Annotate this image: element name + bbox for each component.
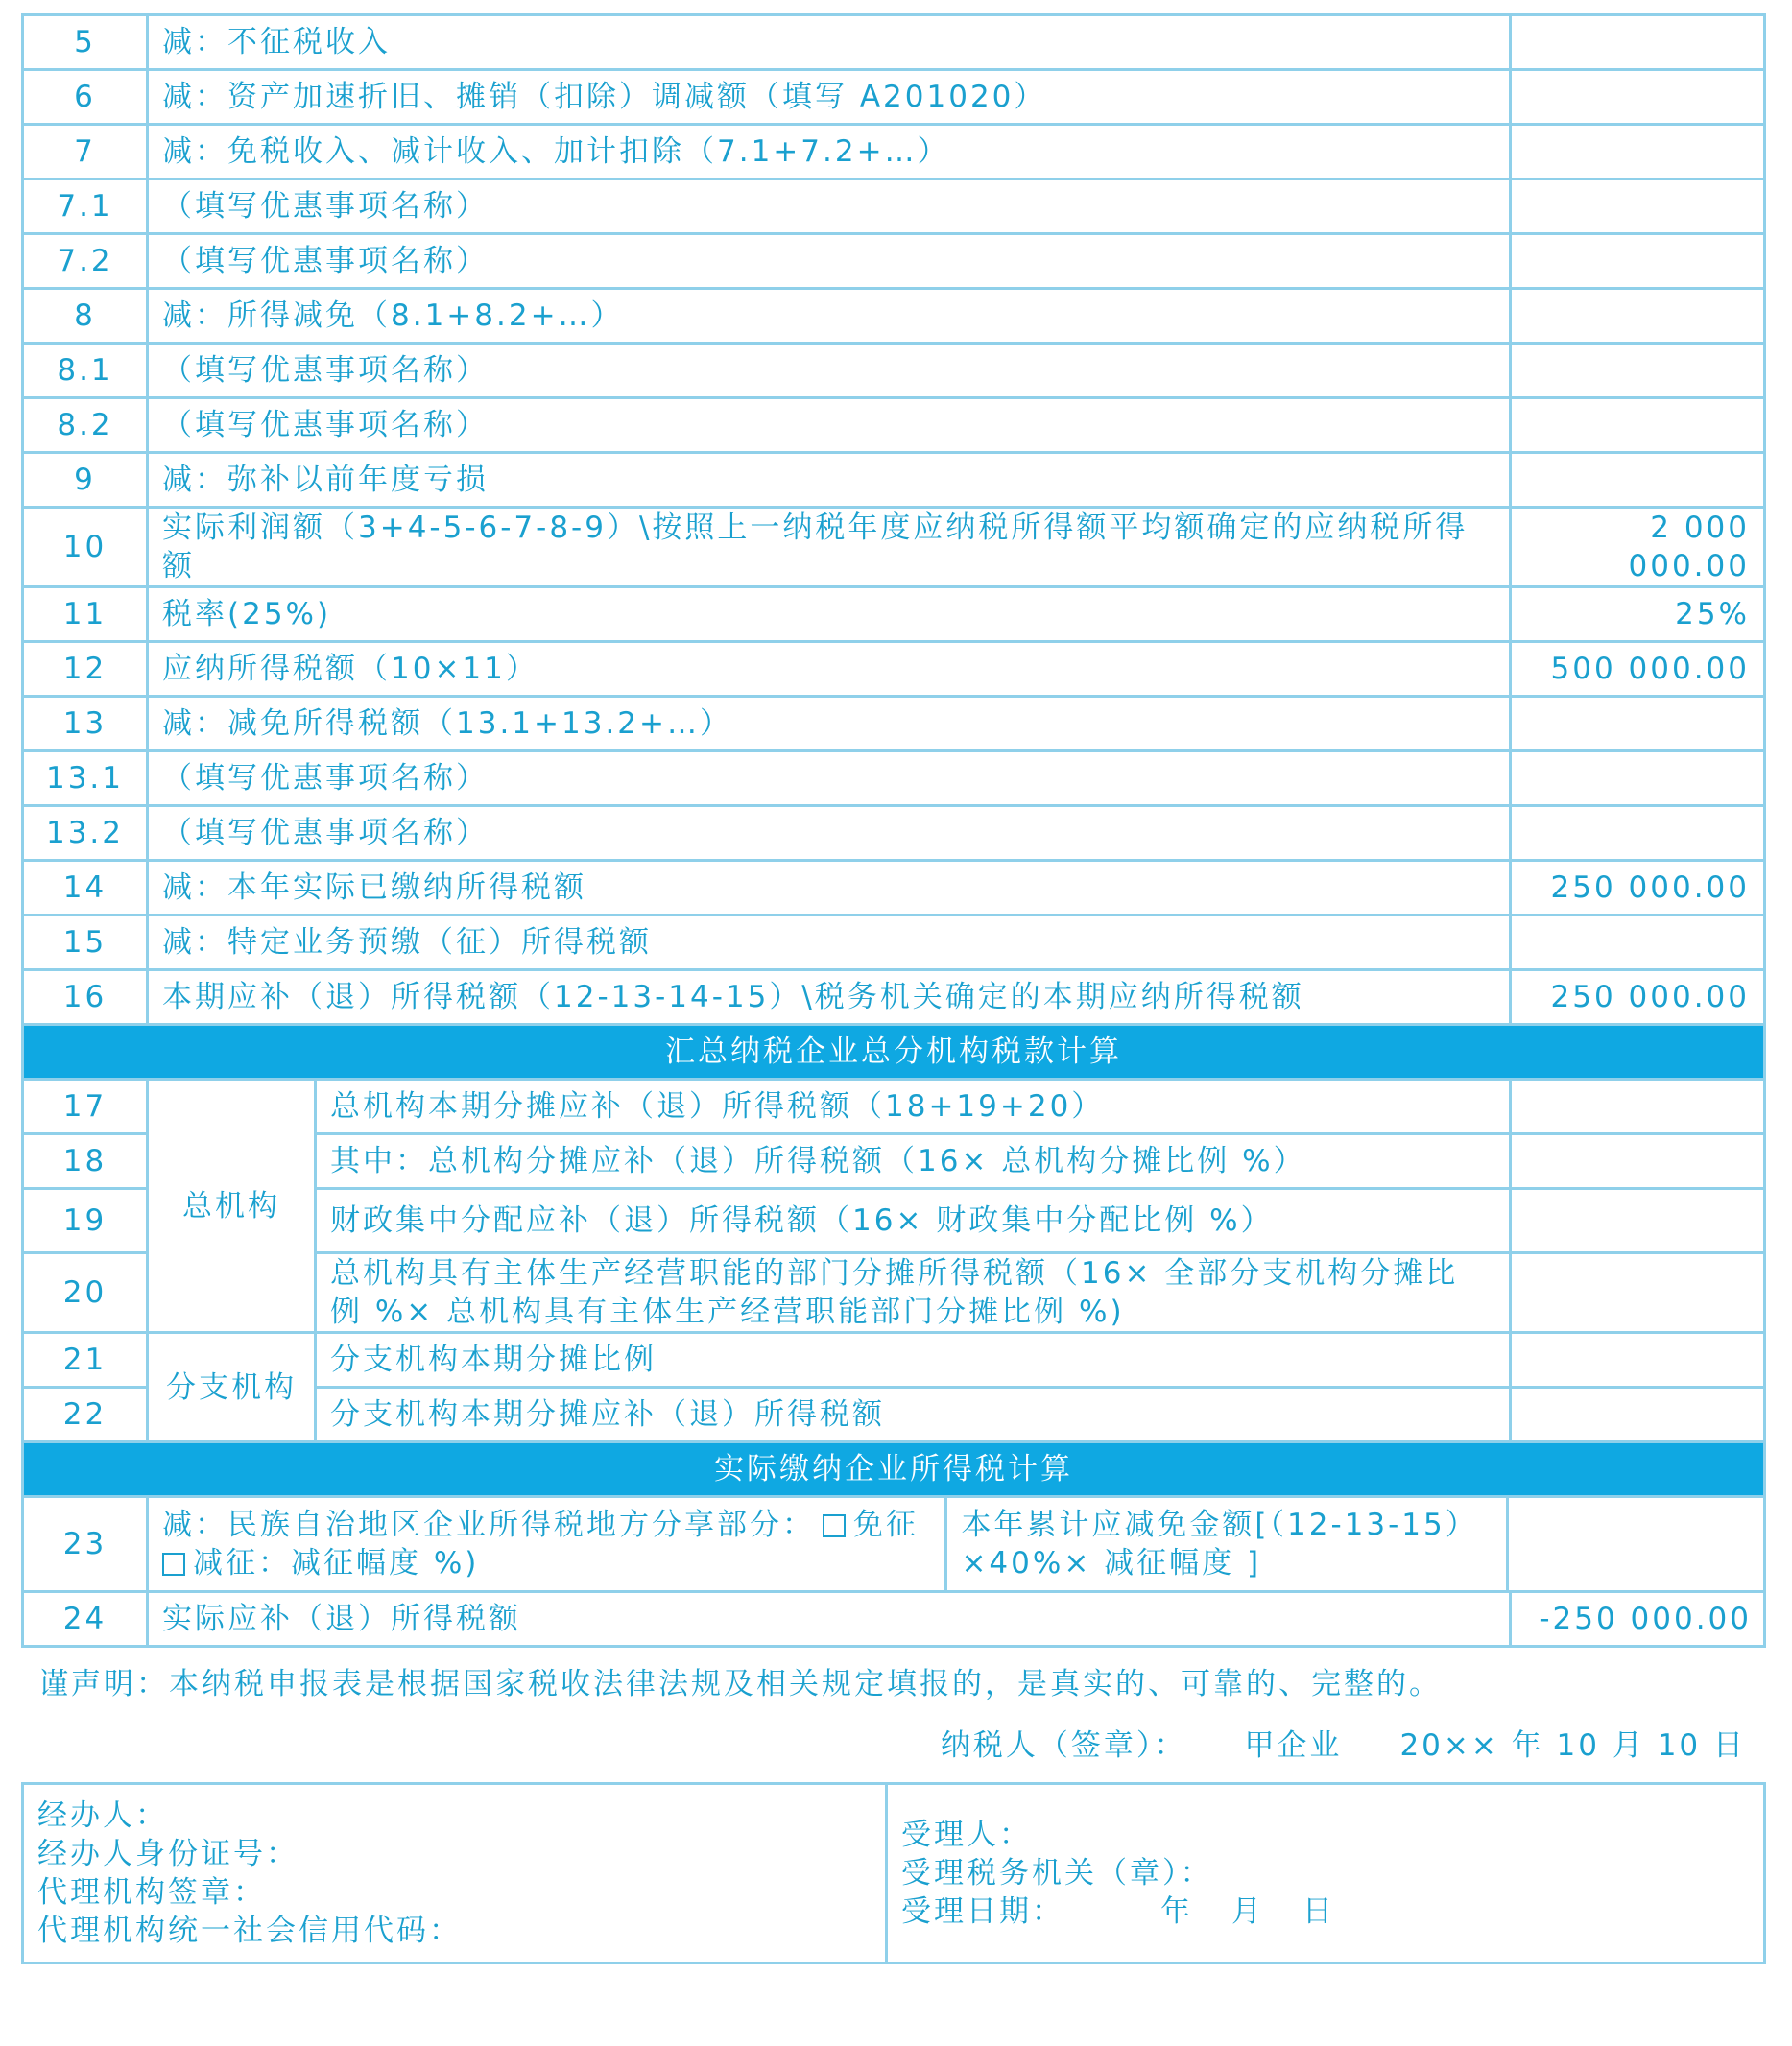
row-value-input[interactable] — [1511, 1253, 1765, 1333]
row-number: 12 — [23, 642, 148, 697]
row-number: 18 — [23, 1134, 148, 1189]
row-number: 8 — [23, 289, 148, 344]
reduce-checkbox[interactable] — [162, 1553, 185, 1576]
table-row — [23, 70, 1765, 125]
row-value[interactable]: 250 000.00 — [1511, 861, 1765, 916]
signature-line — [21, 1721, 1763, 1765]
section-header-consolidated: 汇总纳税企业总分机构税款计算 — [23, 1025, 1765, 1080]
row-label — [316, 1253, 1511, 1333]
row-label: （填写优惠事项名称） — [148, 344, 1511, 398]
row-number: 17 — [23, 1080, 148, 1134]
table-row — [23, 970, 1765, 1025]
row-label: （填写优惠事项名称） — [148, 751, 1511, 806]
row-value-input[interactable] — [1511, 1333, 1765, 1388]
row-label: （填写优惠事项名称） — [148, 179, 1511, 234]
agent-id-field: 经办人身份证号： — [37, 1837, 299, 1871]
table-row — [23, 861, 1765, 916]
row-number: 9 — [23, 453, 148, 508]
row-number: 20 — [23, 1253, 148, 1333]
row-value[interactable] — [1511, 289, 1765, 344]
row-number: 14 — [23, 861, 148, 916]
date-month: 月 — [1231, 1894, 1264, 1929]
row-value[interactable]: 250 000.00 — [1511, 970, 1765, 1025]
row-value[interactable] — [1511, 125, 1765, 179]
row-label: （填写优惠事项名称） — [148, 234, 1511, 289]
agency-seal-field: 代理机构签章： — [37, 1875, 266, 1910]
row-number: 16 — [23, 970, 148, 1025]
row-label-line: 总机构具有主体生产经营职能的部门分摊所得税额（16× 全部分支机构分摊比 — [330, 1256, 1459, 1291]
row-number: 21 — [23, 1333, 148, 1388]
exempt-checkbox[interactable] — [823, 1514, 846, 1537]
row-number: 13 — [23, 697, 148, 751]
row-label: 减：不征税收入 — [148, 15, 1511, 70]
row-label: 分支机构本期分摊比例 — [316, 1333, 1511, 1388]
row-number: 7 — [23, 125, 148, 179]
date-day: 日 — [1302, 1894, 1335, 1929]
row-label: 实际利润额（3+4-5-6-7-8-9）\按照上一纳税年度应纳税所得额平均额确定的应纳税所得额 — [148, 508, 1511, 587]
group-label-branch: 分支机构 — [148, 1333, 316, 1442]
row-number: 22 — [23, 1388, 148, 1442]
row-number: 24 — [23, 1592, 148, 1647]
row-value[interactable] — [1511, 453, 1765, 508]
row-23-cell — [148, 1497, 1765, 1592]
row-label: 减：免税收入、减计收入、加计扣除（7.1+7.2+…） — [148, 125, 1511, 179]
signature-label: 纳税人（签章）： — [940, 1728, 1187, 1763]
row-value[interactable]: -250 000.00 — [1511, 1592, 1765, 1647]
table-row — [23, 453, 1765, 508]
row-number: 19 — [23, 1189, 148, 1253]
row-value-input[interactable] — [1511, 1388, 1765, 1442]
table-row — [23, 508, 1765, 587]
table-row — [23, 234, 1765, 289]
row-value[interactable] — [1511, 15, 1765, 70]
declaration: 谨声明：本纳税申报表是根据国家税收法律法规及相关规定填报的，是真实的、可靠的、完整的。 — [38, 1667, 1442, 1701]
row-number: 23 — [23, 1497, 148, 1592]
row-value-input[interactable] — [1508, 1498, 1763, 1590]
table-row — [23, 587, 1765, 642]
row-label: 本期应补（退）所得税额（12-13-14-15）\税务机关确定的本期应纳所得税额 — [148, 970, 1511, 1025]
agent-field: 经办人： — [37, 1798, 168, 1833]
table-row — [23, 642, 1765, 697]
row-value[interactable] — [1511, 398, 1765, 453]
row-value[interactable] — [1511, 916, 1765, 970]
row-value[interactable] — [1511, 234, 1765, 289]
row-value[interactable] — [1511, 697, 1765, 751]
row-value[interactable] — [1511, 179, 1765, 234]
row-number: 6 — [23, 70, 148, 125]
table-row — [23, 15, 1765, 70]
row-number: 13.1 — [23, 751, 148, 806]
row-value[interactable]: 25% — [1511, 587, 1765, 642]
row-label: 实际应补（退）所得税额 — [148, 1592, 1511, 1647]
table-row — [23, 751, 1765, 806]
row-number: 5 — [23, 15, 148, 70]
row-value-input[interactable] — [1511, 1134, 1765, 1189]
checkbox-label: 免征 — [853, 1508, 919, 1542]
row-number: 7.1 — [23, 179, 148, 234]
signature-date: 20×× 年 10 月 10 日 — [1399, 1728, 1746, 1763]
agent-info — [23, 1784, 887, 1963]
row-label: 减：民族自治地区企业所得税地方分享部分： — [162, 1508, 815, 1542]
date-year: 年 — [1160, 1894, 1193, 1929]
row-label: 减：本年实际已缴纳所得税额 — [148, 861, 1511, 916]
row-value[interactable] — [1511, 806, 1765, 861]
footer-table — [21, 1782, 1766, 1964]
row-number: 11 — [23, 587, 148, 642]
agency-credit-code-field: 代理机构统一社会信用代码： — [37, 1914, 462, 1948]
row-label: 减：弥补以前年度亏损 — [148, 453, 1511, 508]
row-number: 10 — [23, 508, 148, 587]
table-row — [23, 179, 1765, 234]
table-row — [23, 398, 1765, 453]
acceptor-field: 受理人： — [901, 1818, 1032, 1852]
row-label: 减：减免所得税额（13.1+13.2+…） — [148, 697, 1511, 751]
row-value[interactable] — [1511, 344, 1765, 398]
table-row — [23, 806, 1765, 861]
row-label: 分支机构本期分摊应补（退）所得税额 — [316, 1388, 1511, 1442]
row-value[interactable] — [1511, 751, 1765, 806]
table-row — [23, 125, 1765, 179]
tax-return-form — [21, 13, 1763, 1964]
acceptance-info — [887, 1784, 1765, 1963]
table-row — [23, 289, 1765, 344]
row-label-line: 本年累计应减免金额[（12-13-15） — [961, 1508, 1478, 1542]
row-value-input[interactable] — [1511, 1080, 1765, 1134]
row-label: （填写优惠事项名称） — [148, 398, 1511, 453]
row-number: 15 — [23, 916, 148, 970]
row-label: 减：特定业务预缴（征）所得税额 — [148, 916, 1511, 970]
row-label: 税率(25%) — [148, 587, 1511, 642]
tax-office-field: 受理税务机关（章）： — [901, 1856, 1213, 1891]
row-number: 8.2 — [23, 398, 148, 453]
row-label-line: ×40%× 减征幅度 ] — [961, 1546, 1262, 1581]
acceptance-date-field — [901, 1892, 1750, 1931]
row-23-inner — [149, 1498, 1763, 1590]
taxpayer-name: 甲企业 — [1244, 1728, 1343, 1763]
row-label: 总机构本期分摊应补（退）所得税额（18+19+20） — [316, 1080, 1511, 1134]
row-label: 财政集中分配应补（退）所得税额（16× 财政集中分配比例 %） — [316, 1189, 1511, 1253]
row-value[interactable]: 2 000 000.00 — [1511, 508, 1765, 587]
tax-calculation-table — [21, 13, 1766, 1648]
row-number: 7.2 — [23, 234, 148, 289]
row-label: （填写优惠事项名称） — [148, 806, 1511, 861]
date-label: 受理日期： — [901, 1894, 1064, 1929]
table-row — [23, 344, 1765, 398]
checkbox-label: 减征：减征幅度 %) — [193, 1546, 480, 1581]
group-label-headquarters: 总机构 — [148, 1080, 316, 1333]
row-23-left — [149, 1498, 946, 1590]
row-23-right — [946, 1498, 1508, 1590]
table-row — [23, 697, 1765, 751]
row-value-input[interactable] — [1511, 1189, 1765, 1253]
row-label: 减：所得减免（8.1+8.2+…） — [148, 289, 1511, 344]
row-label: 其中：总机构分摊应补（退）所得税额（16× 总机构分摊比例 %） — [316, 1134, 1511, 1189]
row-value[interactable]: 500 000.00 — [1511, 642, 1765, 697]
row-number: 8.1 — [23, 344, 148, 398]
row-label: 应纳所得税额（10×11） — [148, 642, 1511, 697]
row-label: 减：资产加速折旧、摊销（扣除）调减额（填写 A201020） — [148, 70, 1511, 125]
table-row — [23, 916, 1765, 970]
section-header-actual-payment: 实际缴纳企业所得税计算 — [23, 1442, 1765, 1497]
row-number: 13.2 — [23, 806, 148, 861]
row-label-line: 例 %× 总机构具有主体生产经营职能部门分摊比例 %) — [330, 1295, 1125, 1329]
row-value[interactable] — [1511, 70, 1765, 125]
